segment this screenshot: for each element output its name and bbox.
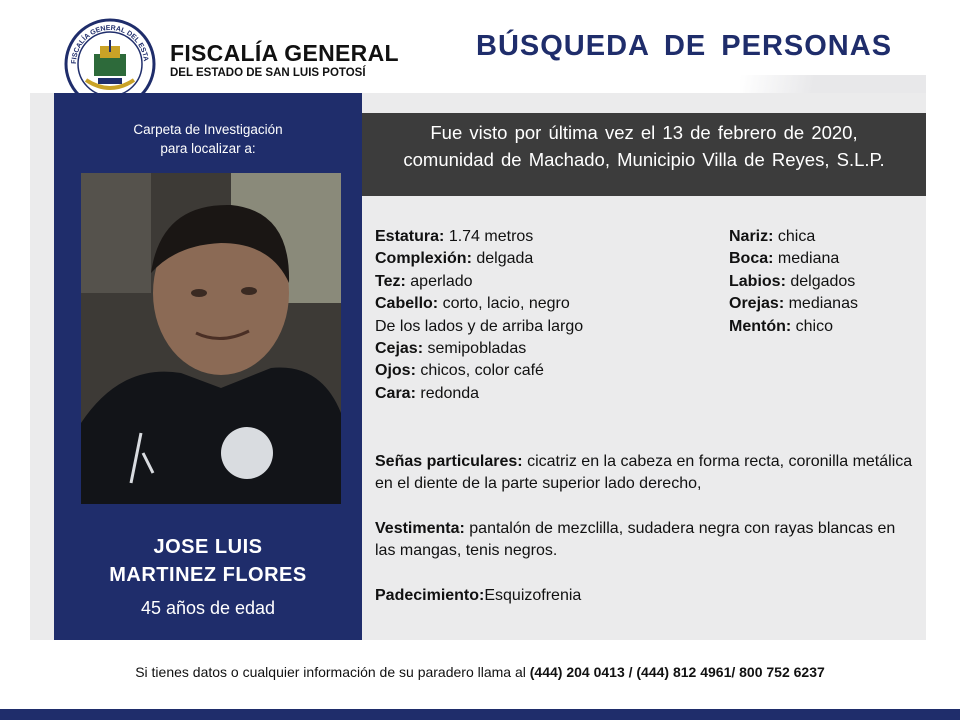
person-age: 45 años de edad — [140, 598, 276, 618]
org-title: FISCALÍA GENERAL — [170, 40, 399, 66]
feature-row — [375, 248, 583, 270]
person-name-line2: MARTINEZ FLORES — [109, 564, 307, 586]
feature-value: chicos, color café — [420, 362, 544, 380]
case-file-caption — [54, 120, 362, 158]
clothing — [375, 518, 920, 563]
feature-label: Orejas: — [729, 295, 785, 313]
contact-text: Si tienes datos o cualquier información de su paradero llama al — [135, 664, 526, 680]
feature-label: Tez: — [375, 272, 406, 290]
feature-value: mediana — [777, 250, 840, 268]
condition-value: Esquizofrenia — [484, 587, 582, 604]
feature-row — [729, 271, 858, 293]
case-file-line1: Carpeta de Investigación — [133, 122, 283, 137]
physical-features-right — [729, 226, 858, 338]
feature-row — [729, 226, 858, 248]
feature-row — [375, 383, 583, 405]
feature-row — [375, 338, 583, 360]
feature-label: Nariz: — [729, 228, 774, 245]
bottom-bar — [0, 709, 960, 720]
clothing-label: Vestimenta: — [375, 520, 465, 537]
feature-value: 1.74 metros — [448, 228, 534, 245]
feature-label: Ojos: — [375, 362, 416, 380]
contact-phones: (444) 204 0413 / (444) 812 4961/ 800 752 6237 — [529, 664, 825, 680]
feature-value: chico — [795, 317, 834, 335]
header-accent-shape — [740, 75, 926, 95]
feature-row — [375, 271, 583, 293]
feature-row — [729, 293, 858, 315]
feature-row — [375, 226, 583, 248]
case-file-line2: para localizar a: — [160, 141, 256, 156]
feature-label: Boca: — [729, 250, 774, 268]
condition — [375, 585, 920, 607]
profile-column — [54, 93, 362, 640]
feature-value: delgada — [476, 250, 534, 268]
feature-row — [375, 316, 583, 338]
last-seen-box — [362, 113, 926, 196]
distinguishing-marks-value: cicatriz en la cabeza en forma recta, coronilla metálica en el diente de la parte superior lado derecho, — [375, 453, 913, 493]
feature-value: redonda — [420, 384, 480, 402]
feature-value: De los lados y de arriba largo — [375, 317, 584, 335]
clothing-value: pantalón de mezclilla, sudadera negra con rayas blancas en las mangas, tenis negros. — [375, 520, 896, 560]
org-subtitle: DEL ESTADO DE SAN LUIS POTOSÍ — [170, 67, 366, 79]
physical-features-left — [375, 226, 583, 405]
person-name — [54, 533, 362, 589]
feature-row — [375, 293, 583, 315]
feature-label: Cabello: — [375, 295, 439, 313]
feature-value: medianas — [788, 295, 858, 313]
person-name-line1: JOSE LUIS — [153, 536, 263, 558]
feature-label: Complexión: — [375, 250, 472, 268]
feature-row — [729, 248, 858, 270]
distinguishing-marks-label: Señas particulares: — [375, 453, 523, 470]
page-title: BÚSQUEDA DE PERSONAS — [476, 30, 893, 62]
missing-person-photo — [81, 173, 341, 504]
feature-label: Estatura: — [375, 228, 445, 245]
feature-label: Labios: — [729, 272, 786, 290]
feature-row — [729, 316, 858, 338]
condition-label: Padecimiento: — [375, 587, 485, 604]
feature-value: chica — [777, 228, 816, 245]
feature-value: corto, lacio, negro — [442, 295, 570, 313]
distinguishing-marks — [375, 451, 920, 496]
contact-footer — [0, 664, 960, 680]
feature-value: aperlado — [410, 272, 473, 290]
feature-value: delgados — [790, 272, 856, 290]
feature-label: Mentón: — [729, 317, 792, 335]
last-seen-line2: comunidad de Machado, Municipio Villa de Reyes, S.L.P. — [403, 149, 885, 170]
feature-label: Cara: — [375, 384, 416, 402]
seal-text: FISCALÍA GENERAL DEL ESTA — [70, 24, 149, 65]
feature-value: semipobladas — [427, 340, 527, 358]
feature-row — [375, 360, 583, 382]
last-seen-line1: Fue visto por última vez el 13 de febrero de 2020, — [430, 122, 858, 143]
feature-label: Cejas: — [375, 340, 424, 358]
